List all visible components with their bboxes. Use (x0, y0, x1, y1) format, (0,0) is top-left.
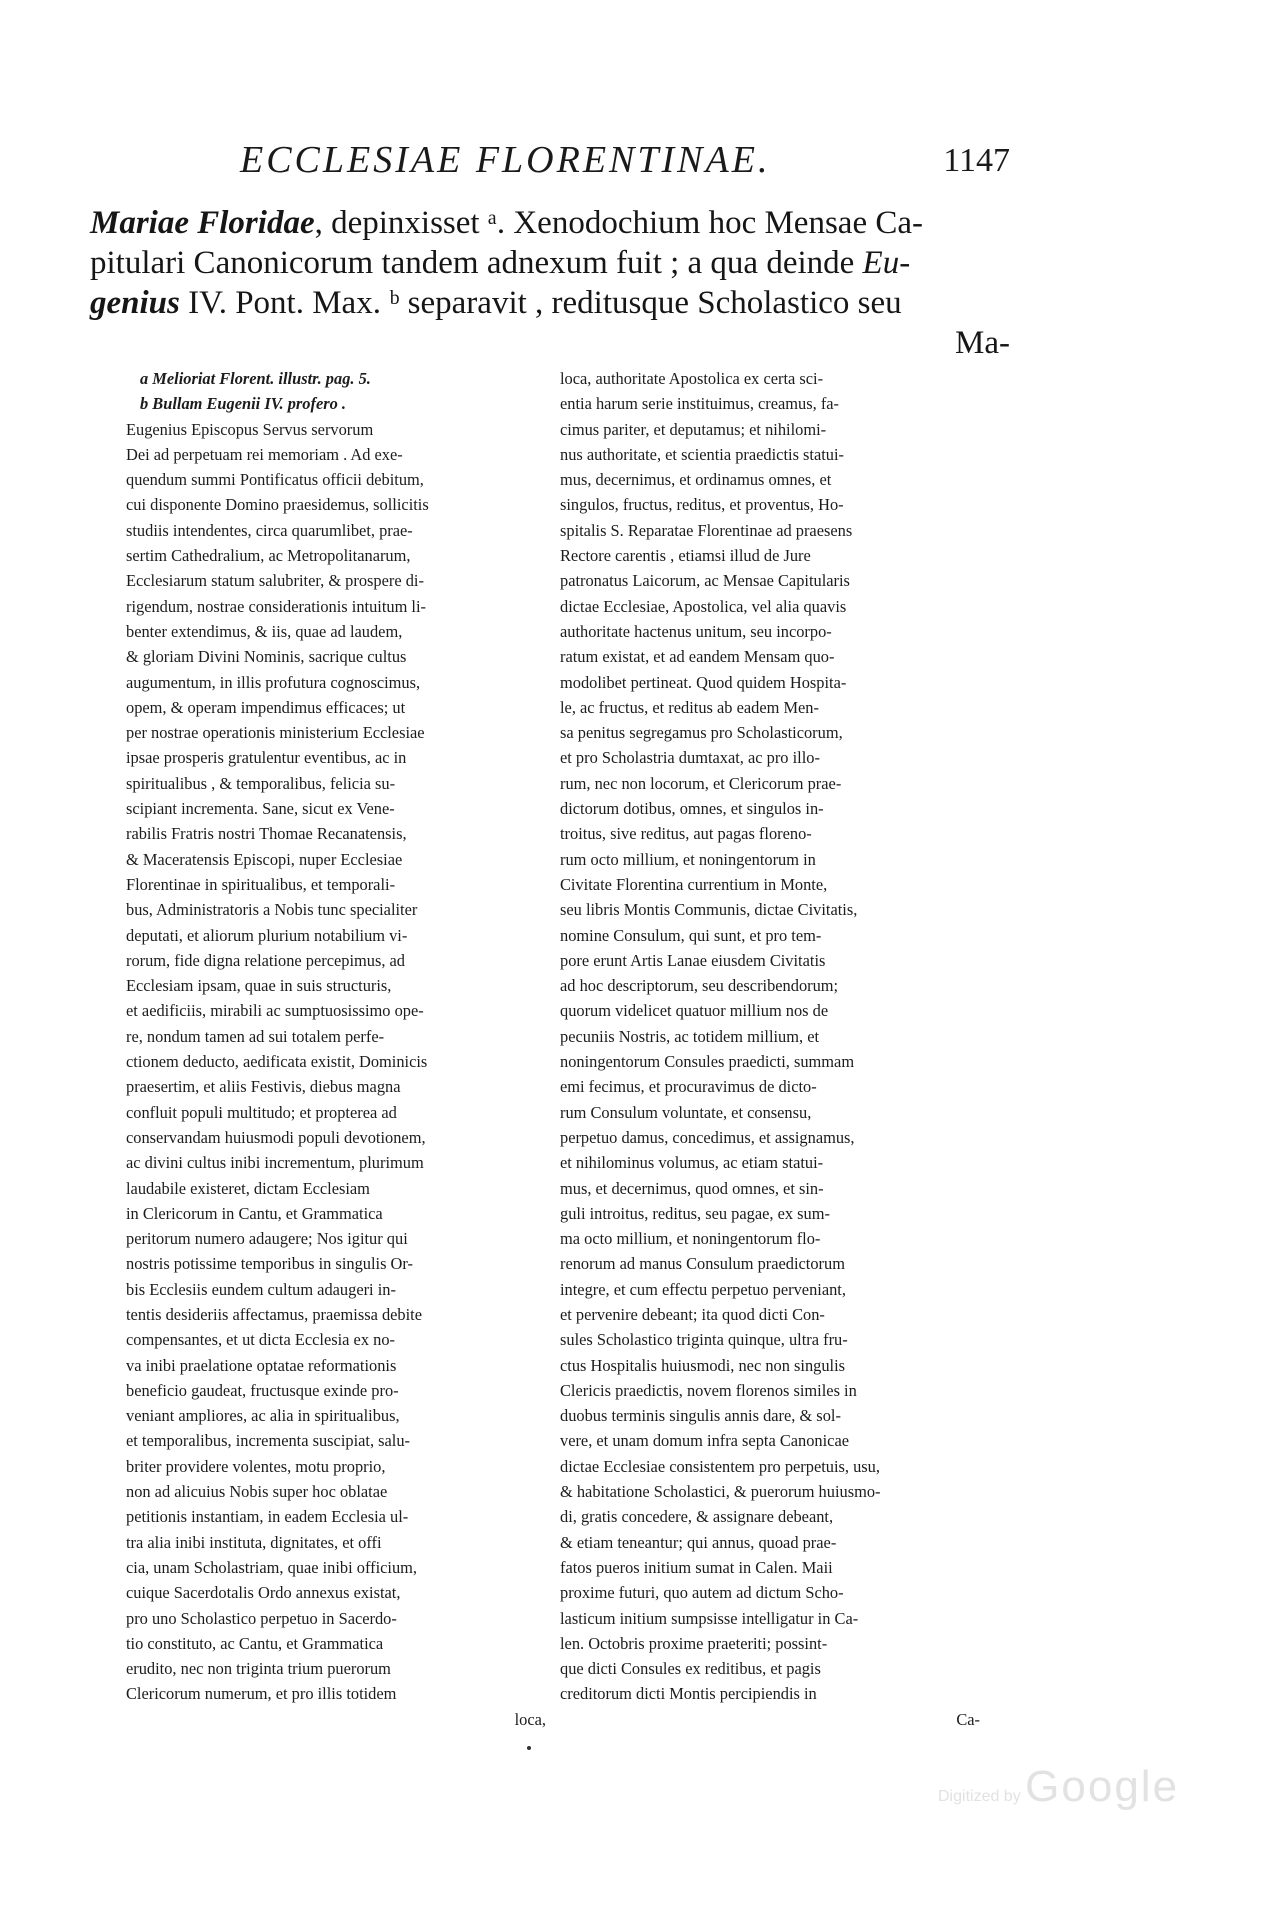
text-line: lasticum initium sumpsisse intelligatur in Ca- (560, 1608, 859, 1628)
text-line: & etiam teneantur; qui annus, quoad prae- (560, 1532, 837, 1552)
lead-line: Mariae Floridae, depinxisset ᵃ. Xenodochium hoc Mensae Ca- (90, 205, 923, 241)
text-line: confluit populi multitudo; et propterea ad (126, 1102, 397, 1122)
text-line: ipsae prosperis gratulentur eventibus, ac in (126, 748, 407, 768)
text-line: erudito, nec non triginta trium puerorum (126, 1659, 391, 1679)
text-line: quendum summi Pontificatus officii debitum, (126, 470, 424, 490)
lead-line: pitulari Canonicorum tandem adnexum fuit ; a qua deinde Eu- (90, 245, 911, 281)
text-line: & Maceratensis Episcopi, nuper Ecclesiae (126, 849, 403, 869)
text-line: di, gratis concedere, & assignare debeant, (560, 1507, 834, 1527)
text-line: ctionem deducto, aedificata existit, Dominicis (126, 1052, 428, 1072)
text-line: va inibi praelatione optatae reformationis (126, 1355, 397, 1375)
text-line: Ecclesiam ipsam, quae in suis structuris, (126, 976, 392, 996)
lead-paragraph (90, 203, 1010, 363)
text-line: Rectore carentis , etiamsi illud de Jure (560, 546, 811, 566)
text-line: conservandam huiusmodi populi devotionem, (126, 1127, 426, 1147)
text-line: authoritate hactenus unitum, seu incorpo- (560, 621, 832, 641)
text-line: dictae Ecclesiae consistentem pro perpetuis, usu, (560, 1456, 880, 1476)
left-column (126, 366, 546, 1732)
text-line: rorum, fide digna relatione percepimus, ad (126, 950, 405, 970)
page-header (240, 138, 1010, 194)
text-line: modolibet pertineat. Quod quidem Hospita- (560, 672, 847, 692)
text-line: seu libris Montis Communis, dictae Civitatis, (560, 900, 858, 920)
text-line: tio constituto, ac Cantu, et Grammatica (126, 1633, 384, 1653)
text-line: non ad alicuius Nobis super hoc oblatae (126, 1482, 388, 1502)
watermark-small: Digitized by (938, 1788, 1021, 1805)
printer-dot (527, 1746, 531, 1750)
text-line: beneficio gaudeat, fructusque exinde pro- (126, 1380, 399, 1400)
text-line: rum octo millium, et noningentorum in (560, 849, 816, 869)
text-line: compensantes, et ut dicta Ecclesia ex no- (126, 1330, 395, 1350)
text-line: pecuniis Nostris, ac totidem millium, et (560, 1026, 820, 1046)
text-line: scipiant incrementa. Sane, sicut ex Vene- (126, 799, 395, 819)
text-line: peritorum numero adaugere; Nos igitur qui (126, 1229, 408, 1249)
text-line: len. Octobris proxime praeteriti; possint- (560, 1633, 828, 1653)
text-line: petitionis instantiam, in eadem Ecclesia ul- (126, 1507, 409, 1527)
digitized-watermark (938, 1762, 1179, 1812)
text-line: noningentorum Consules praedicti, summam (560, 1052, 855, 1072)
text-line: et aedificiis, mirabili ac sumptuosissimo ope- (126, 1001, 424, 1021)
text-line: le, ac fructus, et reditus ab eadem Men- (560, 697, 819, 717)
text-line: ma octo millium, et noningentorum flo- (560, 1229, 821, 1249)
running-title: ECCLESIAE FLORENTINAE. (240, 139, 771, 181)
text-line: ad hoc descriptorum, seu describendorum; (560, 976, 839, 996)
text-line: ctus Hospitalis huiusmodi, nec non singulis (560, 1355, 846, 1375)
text-line: pro uno Scholastico perpetuo in Sacerdo- (126, 1608, 397, 1628)
text-line: bus, Administratoris a Nobis tunc specialiter (126, 900, 418, 920)
footnote-b: b Bullam Eugenii IV. profero . (140, 394, 346, 414)
text-line: re, nondum tamen ad sui totalem perfe- (126, 1026, 385, 1046)
text-line: benter extendimus, & iis, quae ad laudem, (126, 621, 403, 641)
footnote-a: a Melioriat Florent. illustr. pag. 5. (140, 369, 371, 388)
text-line: perpetuo damus, concedimus, et assignamus, (560, 1127, 855, 1147)
text-line: spitalis S. Reparatae Florentinae ad praesens (560, 520, 853, 540)
text-line: rum, nec non locorum, et Clericorum prae- (560, 773, 842, 793)
text-line: Civitate Florentina currentium in Monte, (560, 874, 828, 894)
text-line: mus, et decernimus, quod omnes, et sin- (560, 1178, 824, 1198)
text-line: cuique Sacerdotalis Ordo annexus existat, (126, 1583, 401, 1603)
page-number: 1147 (943, 142, 1010, 179)
right-column (560, 366, 980, 1732)
text-line: briter providere volentes, motu proprio, (126, 1456, 386, 1476)
text-line: ac divini cultus inibi incrementum, plurimum (126, 1153, 424, 1173)
text-line: rum Consulum voluntate, et consensu, (560, 1102, 812, 1122)
text-line: sules Scholastico triginta quinque, ultra fru- (560, 1330, 848, 1350)
text-line: per nostrae operationis ministerium Ecclesiae (126, 723, 425, 743)
watermark-logo: Google (1025, 1762, 1180, 1811)
text-line: et pervenire debeant; ita quod dicti Con- (560, 1304, 825, 1324)
text-line: praesertim, et aliis Festivis, diebus magna (126, 1077, 401, 1097)
text-line: & habitatione Scholastici, & puerorum huiusmo- (560, 1482, 881, 1502)
lead-line: genius IV. Pont. Max. ᵇ separavit , reditusque Scholastico seu (90, 285, 902, 321)
text-line: rabilis Fratris nostri Thomae Recanatensis, (126, 824, 407, 844)
text-line: Dei ad perpetuam rei memoriam . Ad exe- (126, 444, 403, 464)
text-line: troitus, sive reditus, aut pagas floreno- (560, 824, 812, 844)
text-line: entia harum serie instituimus, creamus, fa- (560, 394, 840, 414)
text-line: integre, et cum effectu perpetuo perveniant, (560, 1279, 846, 1299)
text-line: veniant ampliores, ac alia in spiritualibus, (126, 1406, 400, 1426)
text-line: rigendum, nostrae considerationis intuitum li- (126, 596, 426, 616)
text-line: dictorum dotibus, omnes, et singulos in- (560, 799, 824, 819)
text-line: studiis intendentes, circa quarumlibet, prae- (126, 520, 413, 540)
text-line: et pro Scholastria dumtaxat, ac pro illo- (560, 748, 820, 768)
text-line: nomine Consulum, qui sunt, et pro tem- (560, 925, 822, 945)
text-line: sertim Cathedralium, ac Metropolitanarum, (126, 546, 411, 566)
text-line: cimus pariter, et deputamus; et nihilomi- (560, 419, 827, 439)
text-line: emi fecimus, et procuravimus de dicto- (560, 1077, 817, 1097)
text-line: Florentinae in spiritualibus, et temporali- (126, 874, 396, 894)
text-line: Clericis praedictis, novem florenos similes in (560, 1380, 857, 1400)
text-line: nostris potissime temporibus in singulis Or- (126, 1254, 413, 1274)
text-line: ratum existat, et ad eandem Mensam quo- (560, 647, 835, 667)
text-line: in Clericorum in Cantu, et Grammatica (126, 1203, 383, 1223)
text-line: Eugenius Episcopus Servus servorum (126, 419, 374, 439)
text-line: proxime futuri, quo autem ad dictum Scho- (560, 1583, 844, 1603)
text-line: creditorum dicti Montis percipiendis in (560, 1684, 817, 1704)
text-line: tentis desideriis affectamus, praemissa debite (126, 1304, 422, 1324)
text-line: pore erunt Artis Lanae eiusdem Civitatis (560, 950, 826, 970)
text-line: bis Ecclesiis eundem cultum adaugeri in- (126, 1279, 396, 1299)
text-line: Ca- (956, 1709, 980, 1729)
text-line: loca, (514, 1709, 546, 1729)
text-line: que dicti Consules ex reditibus, et pagis (560, 1659, 821, 1679)
text-line: fatos pueros initium sumat in Calen. Maii (560, 1557, 833, 1577)
text-line: patronatus Laicorum, ac Mensae Capitularis (560, 571, 850, 591)
text-line: dictae Ecclesiae, Apostolica, vel alia quavis (560, 596, 847, 616)
text-line: augumentum, in illis profutura cognoscimus, (126, 672, 421, 692)
text-line: opem, & operam impendimus efficaces; ut (126, 697, 406, 717)
text-line: nus authoritate, et scientia praedictis statui- (560, 444, 845, 464)
text-line: quorum videlicet quatuor millium nos de (560, 1001, 829, 1021)
lead-name: Mariae Floridae (90, 205, 315, 241)
text-line: singulos, fructus, reditus, et proventus, Ho- (560, 495, 844, 515)
text-line: cui disponente Domino praesidemus, sollicitis (126, 495, 429, 515)
text-line: sa penitus segregamus pro Scholasticorum, (560, 723, 843, 743)
text-line: tra alia inibi instituta, dignitates, et offi (126, 1532, 382, 1552)
text-line: cia, unam Scholastriam, quae inibi officium, (126, 1557, 418, 1577)
text-line: deputati, et aliorum plurium notabilium vi- (126, 925, 408, 945)
text-line: mus, decernimus, et ordinamus omnes, et (560, 470, 832, 490)
text-line: et nihilominus volumus, ac etiam statui- (560, 1153, 824, 1173)
text-line: Ecclesiarum statum salubriter, & prospere di- (126, 571, 424, 591)
text-line: duobus terminis singulis annis dare, & sol- (560, 1406, 841, 1426)
text-line: guli introitus, reditus, seu pagae, ex sum- (560, 1203, 830, 1223)
lead-line: Ma- (955, 325, 1010, 361)
text-line: renorum ad manus Consulum praedictorum (560, 1254, 845, 1274)
text-line: vere, et unam domum infra septa Canonicae (560, 1431, 850, 1451)
text-line: spiritualibus , & temporalibus, felicia su- (126, 773, 396, 793)
text-line: laudabile existeret, dictam Ecclesiam (126, 1178, 370, 1198)
text-line: loca, authoritate Apostolica ex certa sci- (560, 369, 824, 388)
text-line: Clericorum numerum, et pro illis totidem (126, 1684, 397, 1704)
text-line: et temporalibus, incrementa suscipiat, salu- (126, 1431, 411, 1451)
text-line: & gloriam Divini Nominis, sacrique cultus (126, 647, 407, 667)
